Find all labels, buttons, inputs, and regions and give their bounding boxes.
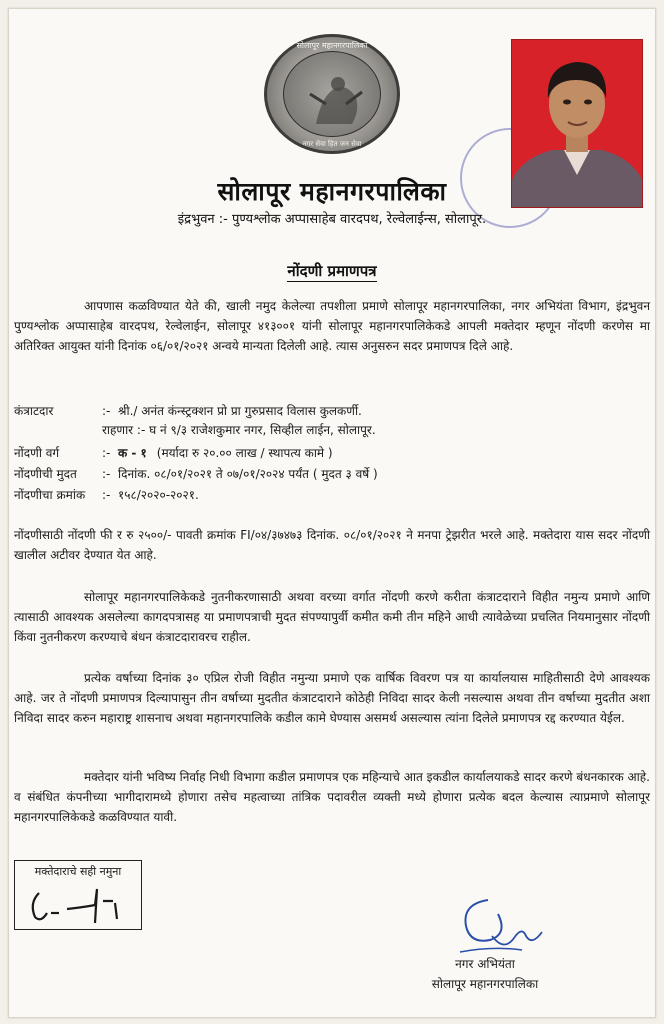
separator: :- xyxy=(136,423,146,437)
separator: :- xyxy=(102,446,111,460)
validity-row xyxy=(14,465,378,483)
renewal-text: सोलापूर महानगरपालिकेकडे नुतनीकरणासाठी अथवा वरच्या वर्गात नोंदणी करणे करीता कंत्राटदाराने विहीत नमुन्य प्रमाणे आणि त्यासाठी आवश्यक असलेल्या कागदपत्रासह या प्रमाणपत्राची मुदत संपण्यापुर्वी कमीत कमी तीन महिने आधी त्यावेळेच्या प्रचलित नियमानुसार नोंदणी किंवा नुतनीकरण करण्याचे बंधन कंत्राटदारावरच राहील. xyxy=(14,590,650,644)
class-value: क - १ xyxy=(118,446,147,460)
renewal-paragraph xyxy=(14,587,650,647)
pf-paragraph xyxy=(14,767,650,827)
engineer-signature-icon xyxy=(452,896,552,958)
class-note: (मर्यादा रु २०.०० लाख / स्थापत्य कामे ) xyxy=(156,446,333,460)
intro-text: आपणास कळविण्यात येते की, खाली नमुद केलेल्या तपशीला प्रमाणे सोलापूर महानगरपालिका, नगर अभियंता विभाग, इंद्रभुवन पुण्यश्लोक अप्पासाहेब वारदपथ, रेल्वेलाईन, सोलापूर ४१३००१ यांनी सोलापूर महानगरपालिकेकडे आपली मक्तेदार म्हणून नोंदणी करणेस मा अतिरिक्त आयुक्त यांनी दिनांक ०६/०१/२०२१ अन्वये मान्यता दिलेली आहे. त्यास अनुसरुन सदर प्रमाणपत्र दिले आहे. xyxy=(14,299,650,353)
seal-text-top: सोलापूर महानगरपालिका xyxy=(296,41,368,50)
contractor-value: श्री./ अनंत कंन्स्ट्रक्शन प्रो प्रा गुरुप्रसाद विलास कुलकर्णी. xyxy=(118,404,362,418)
fee-paragraph: नोंदणीसाठी नोंदणी फी र रु २५००/- पावती क्रमांक FI/०४/३७४७३ दिनांक. ०८/०१/२०२१ ने मनपा ट्रेझरीत भरले आहे. मक्तेदारा यास सदर नोंदणी खालील अटीवर देण्यात येत आहे. xyxy=(14,528,650,562)
validity-value: दिनांक. ०८/०१/२०२१ ते ०७/०१/२०२४ पर्यंत ( मुदत ३ वर्षे ) xyxy=(118,467,378,481)
engineer-title: नगर अभियंता xyxy=(455,957,515,971)
pf-text: मक्तेदार यांनी भविष्य निर्वाह निधी विभागा कडील प्रमाणपत्र एक महिन्याचे आत इकडील कार्यालयाकडे सादर करणे बंधनकारक आहे. व संबंधित कंपनीच्या भागीदारामध्ये होणारा तसेच महत्वाच्या तांत्रिक पदावरील व्यक्ती मध्ये होणारा प्रत्येक बदल केल्यास त्याप्रमाणे सोलापूर महानगरपालिकेकडे कळविण्यात यावी. xyxy=(14,770,650,824)
specimen-signature-box xyxy=(14,860,142,930)
certificate-title-text: नोंदणी प्रमाणपत्र xyxy=(287,262,377,280)
contractor-row xyxy=(14,402,362,420)
seal-emblem xyxy=(283,51,381,137)
annual-text: प्रत्येक वर्षाच्या दिनांक ३० एप्रिल रोजी विहीत नमुन्या प्रमाणे एक वार्षिक विवरण पत्र या कार्यालयास माहितीसाठी देणे आवश्यक आहे. जर ते नोंदणी प्रमाणपत्र दिल्यापासुन तीन वर्षाच्या मुदतीत कंत्राटदाराने कोठेही निविदा सादर केली नसल्यास अथवा तीन वर्षाच्या मुदतीत अशा निविदा सादर करुन महाराष्ट्र शासनाच अथवा महानगरपालिके कडील कामे घेण्यास असमर्थ असल्यास त्यांना दिलेले प्रमाणपत्र रद्द करण्यात येईल. xyxy=(14,671,650,725)
seal-text-bottom: नगर सेवा हित जन सेवा xyxy=(302,140,362,148)
intro-paragraph xyxy=(14,296,650,356)
engineer-org: सोलापूर महानगरपालिका xyxy=(431,977,539,991)
class-label: नोंदणी वर्ग xyxy=(14,446,60,460)
contractor-signature-icon xyxy=(25,883,135,927)
certificate-title xyxy=(0,261,664,281)
separator: :- xyxy=(102,404,111,418)
number-row xyxy=(14,486,199,504)
org-name: सोलापूर महानगरपालिका xyxy=(217,177,447,206)
seal-figure-icon xyxy=(286,54,386,142)
separator: :- xyxy=(102,467,111,481)
validity-label: नोंदणीची मुदत xyxy=(14,467,77,481)
residence-value: घ नं ९/३ राजेशकुमार नगर, सिव्हील लाईन, सोलापूर. xyxy=(149,423,376,437)
separator: :- xyxy=(102,488,111,502)
residence-row xyxy=(102,421,376,439)
municipal-seal-logo xyxy=(264,34,400,154)
contractor-label: कंत्राटदार xyxy=(14,404,54,418)
number-value: १५८/२०२०-२०२१. xyxy=(118,488,199,502)
number-label: नोंदणीचा क्रमांक xyxy=(14,488,86,502)
org-address: इंद्रभुवन :- पुण्यश्लोक अप्पासाहेब वारदपथ, रेल्वेलाईन्स, सोलापूर. xyxy=(177,212,487,227)
residence-label: राहणार xyxy=(102,423,134,437)
class-row xyxy=(14,444,333,462)
annual-paragraph xyxy=(14,668,650,728)
specimen-label: मक्तेदाराचे सही नमुना xyxy=(34,865,122,878)
